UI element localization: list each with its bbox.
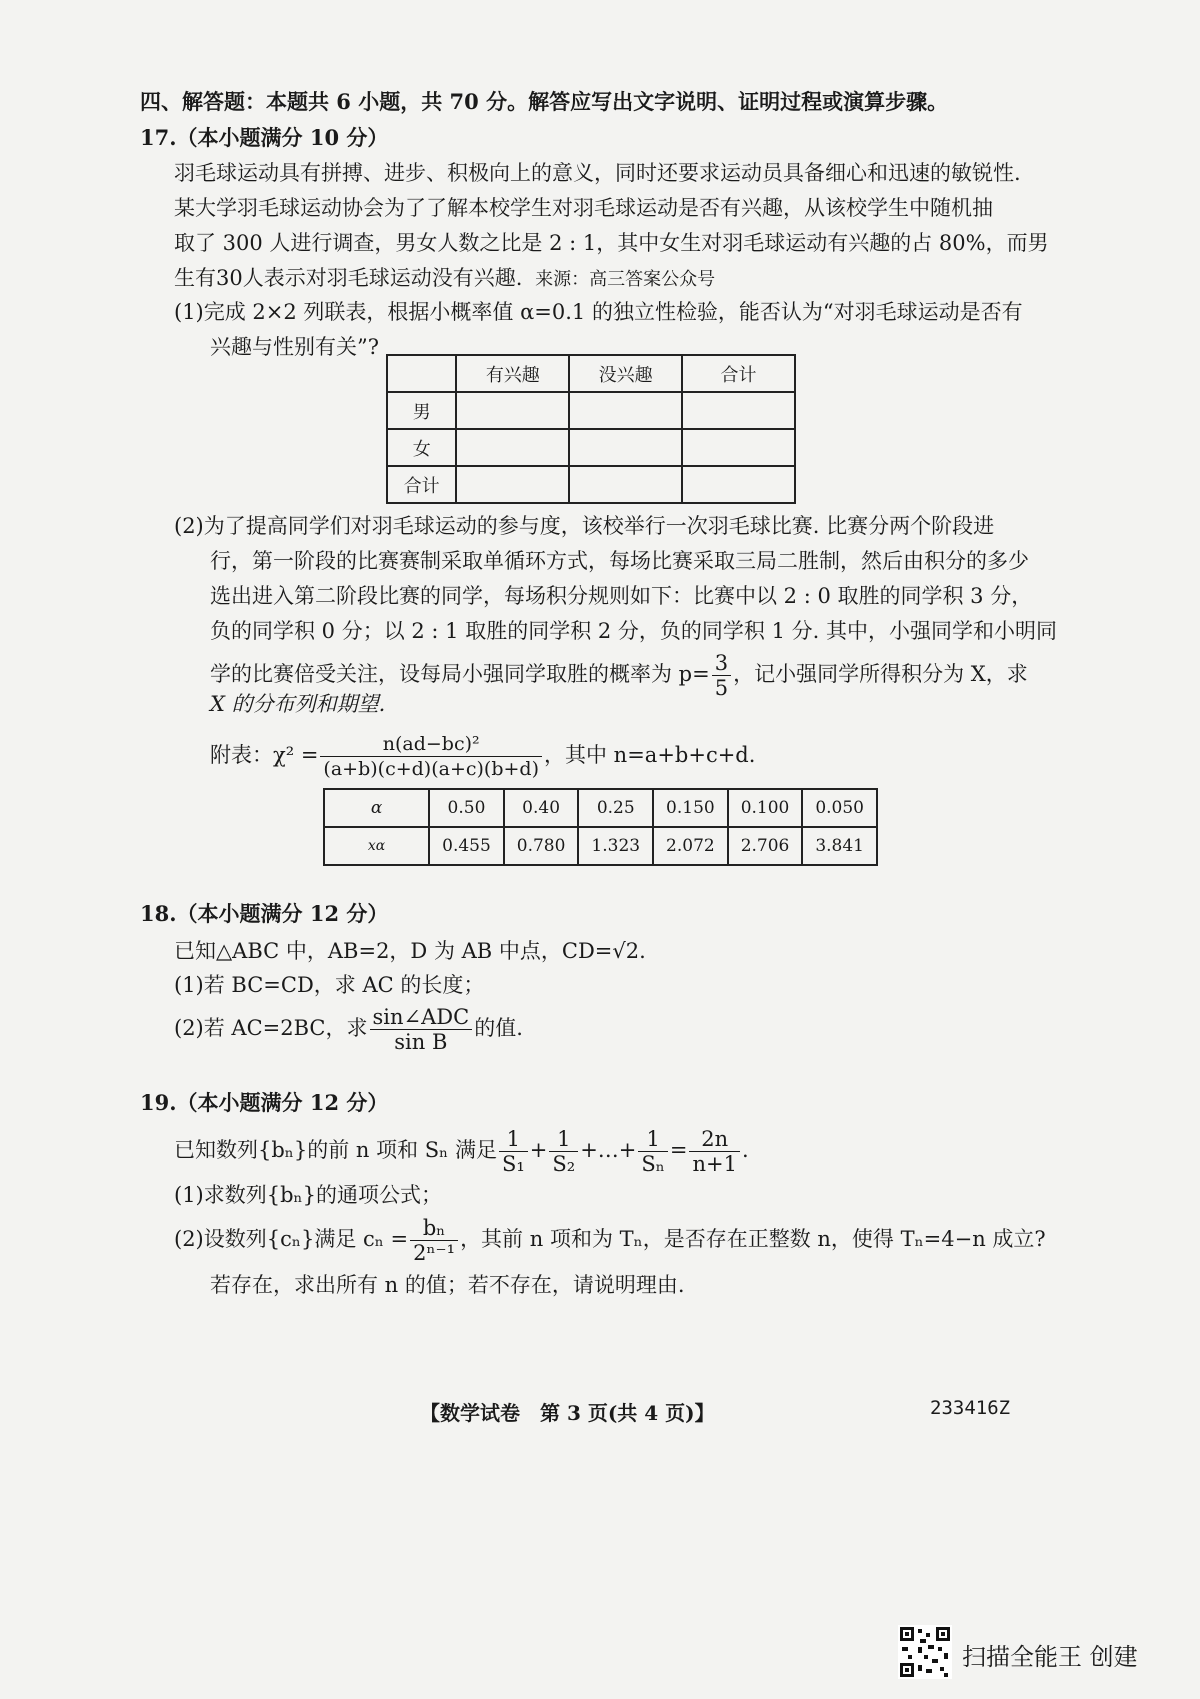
q19-given: 已知数列{bₙ}的前 n 项和 Sₙ 满足: [174, 1138, 497, 1162]
q17-paragraph-line: 某大学羽毛球运动协会为了了解本校学生对羽毛球运动是否有兴趣，从该校学生中随机抽: [174, 196, 993, 220]
q18-part2-tail: 的值.: [474, 1016, 523, 1040]
page-footer: 【数学试卷 第 3 页(共 4 页)】: [420, 1401, 715, 1425]
table-cell: [569, 429, 682, 466]
q17-part2-line: 负的同学积 0 分；以 2 : 1 取胜的同学积 2 分，负的同学积 1 分. 其中，小强同学和小明同: [210, 619, 1057, 643]
fraction-numerator: 2n: [689, 1127, 739, 1152]
section-heading: 四、解答题：本题共 6 小题，共 70 分。解答应写出文字说明、证明过程或演算步骤。: [140, 89, 949, 114]
table-cell: 合计: [387, 466, 456, 503]
fraction-denominator: n+1: [692, 1152, 737, 1176]
probability-fraction: [712, 651, 731, 700]
q17-part2-line: 行，第一阶段的比赛赛制采取单循环方式，每场比赛采取三局二胜制，然后由积分的多少: [210, 549, 1029, 573]
table-cell: 0.050: [802, 789, 877, 827]
q17-paragraph-line: 羽毛球运动具有拼搏、进步、积极向上的意义，同时还要求运动员具备细心和迅速的敏锐性.: [174, 161, 1021, 185]
fraction-denominator: (a+b)(c+d)(a+c)(b+d): [323, 758, 539, 780]
q17-paragraph-line: 生有30人表示对羽毛球运动没有兴趣.: [174, 266, 523, 290]
table-cell: α: [324, 789, 429, 827]
table-cell: 0.50: [429, 789, 504, 827]
fraction-denominator: S₁: [501, 1152, 525, 1176]
table-row: [324, 827, 877, 865]
table-cell: 2.072: [653, 827, 728, 865]
fraction-numerator: 1: [638, 1127, 667, 1152]
table-cell: 0.25: [578, 789, 653, 827]
q17-title: 17.（本小题满分 10 分）: [140, 125, 389, 150]
rhs-fraction: [689, 1127, 739, 1176]
table-cell: 0.455: [429, 827, 504, 865]
appendix-label: 附表：χ² =: [210, 743, 319, 767]
q18-given: 已知△ABC 中，AB=2，D 为 AB 中点，CD=√2.: [174, 939, 646, 963]
ellipsis-sign: +…+: [580, 1138, 637, 1162]
q17-paragraph-line: 取了 300 人进行调查，男女人数之比是 2 : 1，其中女生对羽毛球运动有兴趣的占 80%，而男: [174, 231, 1049, 255]
table-header-cell: 有兴趣: [456, 355, 569, 392]
q17-part2-line: ，记小强同学所得积分为 X，求: [733, 662, 1028, 686]
table-cell: [456, 429, 569, 466]
table-cell: 0.100: [728, 789, 803, 827]
q19-part2: (2)设数列{cₙ}满足 cₙ =: [174, 1227, 409, 1251]
table-cell: [682, 392, 795, 429]
fraction-numerator: bₙ: [410, 1216, 458, 1241]
fraction-numerator: n(ad−bc)²: [320, 732, 542, 757]
q17-part2-line: X 的分布列和期望.: [210, 692, 386, 716]
contingency-table: [386, 354, 796, 504]
table-cell: 0.40: [504, 789, 579, 827]
q18-part2: (2)若 AC=2BC，求: [174, 1016, 368, 1040]
table-row: [387, 392, 795, 429]
table-cell: 0.150: [653, 789, 728, 827]
q19-title: 19.（本小题满分 12 分）: [140, 1090, 389, 1115]
paper-code: 233416Z: [930, 1397, 1011, 1419]
plus-sign: +: [529, 1138, 548, 1162]
bleed-through-text: [560, 125, 566, 147]
fraction-denominator: Sₙ: [641, 1152, 665, 1176]
q19-part2-continuation: 若存在，求出所有 n 的值；若不存在，请说明理由.: [210, 1273, 685, 1297]
scanner-watermark: 扫描全能王 创建: [962, 1643, 1138, 1671]
table-header-cell: 合计: [682, 355, 795, 392]
q17-part2-line: (2)为了提高同学们对羽毛球运动的参与度，该校举行一次羽毛球比赛. 比赛分两个阶段进: [174, 514, 995, 538]
fraction-numerator: 1: [549, 1127, 578, 1152]
fraction-numerator: sin∠ADC: [370, 1005, 473, 1030]
table-header-cell: [387, 355, 456, 392]
q17-part1-line: 兴趣与性别有关”?: [210, 335, 379, 359]
q18-part1: (1)若 BC=CD，求 AC 的长度；: [174, 973, 485, 997]
table-cell: [682, 429, 795, 466]
table-cell: [456, 466, 569, 503]
q17-part2-line: 学的比赛倍受关注，设每局小强同学取胜的概率为 p=: [210, 662, 710, 686]
fraction-denominator: S₂: [552, 1152, 576, 1176]
sum-term-fraction: [499, 1127, 528, 1176]
table-cell: [682, 466, 795, 503]
table-cell: 3.841: [802, 827, 877, 865]
period: .: [741, 1138, 749, 1162]
q19-part1: (1)求数列{bₙ}的通项公式；: [174, 1183, 442, 1207]
q17-part1-line: (1)完成 2×2 列联表，根据小概率值 α=0.1 的独立性检验，能否认为“对羽毛球运动是否有: [174, 300, 1023, 324]
c-n-fraction: [410, 1216, 458, 1265]
table-cell: [569, 466, 682, 503]
fraction-denominator: 5: [714, 676, 729, 700]
table-header-cell: 没兴趣: [569, 355, 682, 392]
source-note: 来源：高三答案公众号: [535, 269, 716, 290]
q17-part2-line: 选出进入第二阶段比赛的同学，每场积分规则如下：比赛中以 2 : 0 取胜的同学积 3 分，: [210, 584, 1033, 608]
fraction-numerator: 3: [712, 651, 731, 676]
q19-part2-tail: ，其前 n 项和为 Tₙ，是否存在正整数 n，使得 Tₙ=4−n 成立?: [460, 1227, 1046, 1251]
chi-square-formula: [320, 732, 542, 781]
table-cell: 1.323: [578, 827, 653, 865]
table-cell: [569, 392, 682, 429]
appendix-tail: ，其中 n=a+b+c+d.: [544, 743, 756, 767]
table-cell: [456, 392, 569, 429]
fraction-numerator: 1: [499, 1127, 528, 1152]
table-cell: 0.780: [504, 827, 579, 865]
table-cell: xα: [324, 827, 429, 865]
table-row: [387, 466, 795, 503]
fraction-denominator: 2ⁿ⁻¹: [413, 1241, 456, 1265]
qr-code-icon: [898, 1625, 952, 1679]
sum-term-fraction: [549, 1127, 578, 1176]
table-cell: 女: [387, 429, 456, 466]
sum-term-fraction: [638, 1127, 667, 1176]
sine-ratio-fraction: [370, 1005, 473, 1054]
fraction-denominator: sin B: [394, 1030, 448, 1054]
equals-sign: =: [669, 1138, 688, 1162]
critical-value-table: [323, 788, 878, 866]
q18-title: 18.（本小题满分 12 分）: [140, 901, 389, 926]
table-cell: 2.706: [728, 827, 803, 865]
table-cell: 男: [387, 392, 456, 429]
table-row: [324, 789, 877, 827]
table-header-row: [387, 355, 795, 392]
table-row: [387, 429, 795, 466]
